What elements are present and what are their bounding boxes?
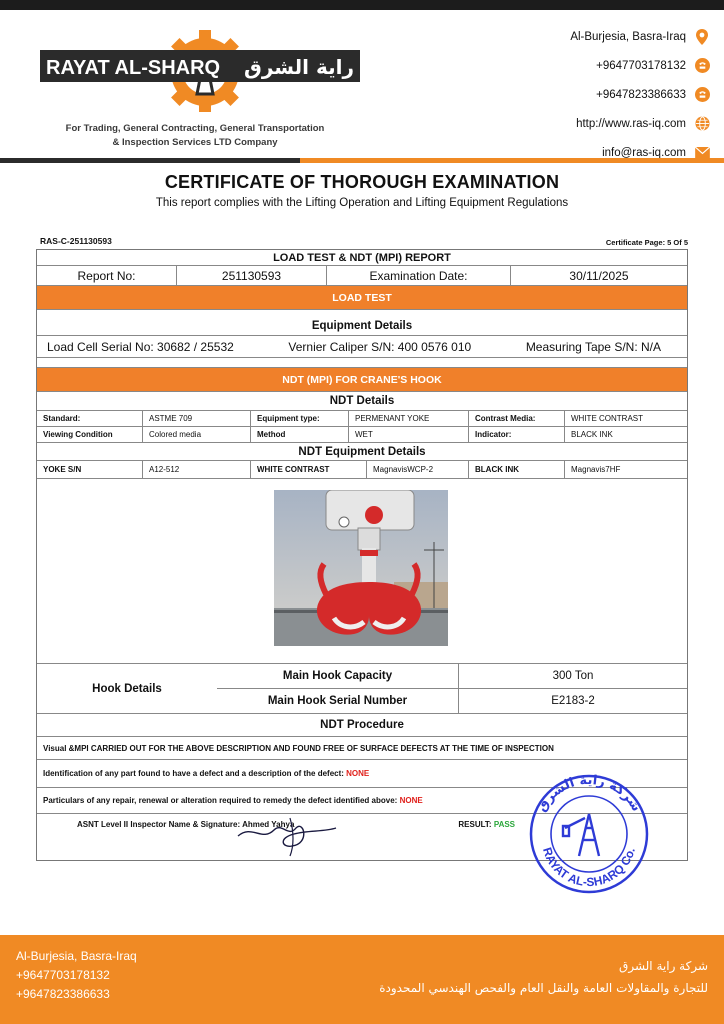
ndt-procedure-heading-row (37, 714, 687, 737)
company-logo (40, 22, 360, 112)
load-test-band: LOAD TEST (37, 286, 687, 309)
report-info-row (37, 266, 687, 286)
report-table (36, 249, 688, 861)
certificate-page: Certificate Page: 5 Of 5 (605, 238, 688, 247)
ndt-band-row (37, 368, 687, 392)
footer-phone-1[interactable]: +9647703178132 (16, 968, 110, 982)
report-no-value: 251130593 (177, 266, 327, 285)
measuring-tape-serial: Measuring Tape S/N: N/A (525, 339, 661, 354)
svg-text:RAYAT AL-SHARQ Co.: RAYAT AL-SHARQ Co. (540, 845, 638, 890)
hook-serial-label: Main Hook Serial Number (217, 689, 459, 713)
phone-icon (694, 58, 710, 74)
inspector-label: ASNT Level II Inspector Name & Signature: Ahmed Yahya (77, 820, 295, 829)
ndt-details-heading: NDT Details (329, 395, 395, 407)
contact-phone-2[interactable]: +9647823386633 (510, 80, 710, 109)
footer-contacts (16, 947, 137, 1004)
footer (0, 935, 724, 1024)
result-label: RESULT: (458, 820, 492, 829)
hook-serial-value: E2183-2 (551, 695, 595, 707)
load-test-band-row (37, 286, 687, 310)
result-value: PASS (493, 820, 516, 829)
report-heading-row (37, 250, 687, 266)
contact-website[interactable]: http://www.ras-iq.com (510, 109, 710, 138)
ndt-equipment-heading: NDT Equipment Details (298, 445, 426, 458)
certificate-subtitle: This report complies with the Lifting Operation and Lifting Equipment Regulations (155, 197, 569, 209)
svg-text:شركة راية الشرق: شركة راية الشرق (534, 773, 644, 815)
header-divider (0, 158, 724, 163)
report-heading: LOAD TEST & NDT (MPI) REPORT (273, 251, 451, 264)
logo-text-ar: راية الشرق (243, 55, 354, 79)
equipment-details-heading-row (37, 310, 687, 336)
company-stamp (522, 773, 656, 895)
equipment-row (37, 336, 687, 358)
equipment-details-heading: Equipment Details (311, 320, 413, 332)
location-icon (694, 29, 710, 45)
footer-arabic-name (379, 955, 708, 999)
logo-text-en: RAYAT AL-SHARQ (46, 57, 221, 79)
repair-value: NONE (399, 796, 423, 805)
ndt-equipment-heading-row (37, 443, 687, 461)
load-cell-serial: Load Cell Serial No: 30682 / 25532 (47, 339, 234, 354)
hook-details-label: Hook Details (37, 664, 217, 714)
footer-phone-2[interactable]: +9647823386633 (16, 987, 110, 1001)
procedure-row (37, 737, 687, 760)
footer-ar-line-2: للتجارة والمقاولات العامة والنقل العام والفحص الهندسي المحدودة (379, 981, 708, 995)
contact-email[interactable]: info@ras-iq.com (510, 138, 710, 167)
inspector-signature (232, 808, 342, 858)
top-dark-bar (0, 0, 724, 10)
hook-capacity-label: Main Hook Capacity (217, 664, 459, 688)
globe-icon (694, 116, 710, 132)
phone-icon (694, 87, 710, 103)
contact-list (510, 22, 710, 167)
exam-date-value: 30/11/2025 (569, 268, 629, 283)
report-no-label: Report No: (37, 266, 177, 285)
letterhead (0, 10, 724, 158)
ndt-procedure-heading: NDT Procedure (320, 719, 404, 731)
reference-number: RAS-C-251130593 (40, 236, 112, 246)
ndt-details-row: Viewing Condition Colored media Method WET Indicator: BLACK INK (37, 427, 687, 443)
hook-capacity-row (217, 664, 687, 689)
contact-address: Al-Burjesia, Basra-Iraq (510, 22, 710, 51)
hook-capacity-value: 300 Ton (552, 670, 594, 682)
ndt-details-heading-row (37, 392, 687, 411)
company-description: For Trading, General Contracting, General Transportation & Inspection Services LTD Company (65, 123, 325, 148)
contact-phone-1[interactable]: +9647703178132 (510, 51, 710, 80)
ndt-band: NDT (MPI) FOR CRANE'S HOOK (37, 368, 687, 391)
defect-value: NONE (346, 769, 370, 778)
footer-ar-line-1: شركة راية الشرق (619, 959, 708, 973)
ndt-details-row: Standard: ASTME 709 Equipment type: PERMENANT YOKE Contrast Media: WHITE CONTRAST (37, 411, 687, 427)
procedure-text: Visual &MPI CARRIED OUT FOR THE ABOVE DESCRIPTION AND FOUND FREE OF SURFACE DEFECTS AT THE TIME OF INSPECTION (43, 743, 554, 753)
hook-serial-row (217, 689, 687, 714)
vernier-caliper-serial: Vernier Caliper S/N: 400 0576 010 (288, 339, 472, 354)
crane-hook-photo (274, 490, 448, 646)
certificate-title: CERTIFICATE OF THOROUGH EXAMINATION (164, 172, 560, 192)
exam-date-label: Examination Date: (327, 266, 511, 285)
defect-label: Identification of any part found to have a defect and a description of the defect: (43, 769, 344, 778)
footer-address: Al-Burjesia, Basra-Iraq (16, 949, 137, 963)
repair-label: Particulars of any repair, renewal or alteration required to remedy the defect identified above: (43, 796, 398, 805)
ndt-equipment-row: YOKE S/N A12-512 WHITE CONTRAST MagnavisWCP-2 BLACK INK Magnavis7HF (37, 461, 687, 479)
